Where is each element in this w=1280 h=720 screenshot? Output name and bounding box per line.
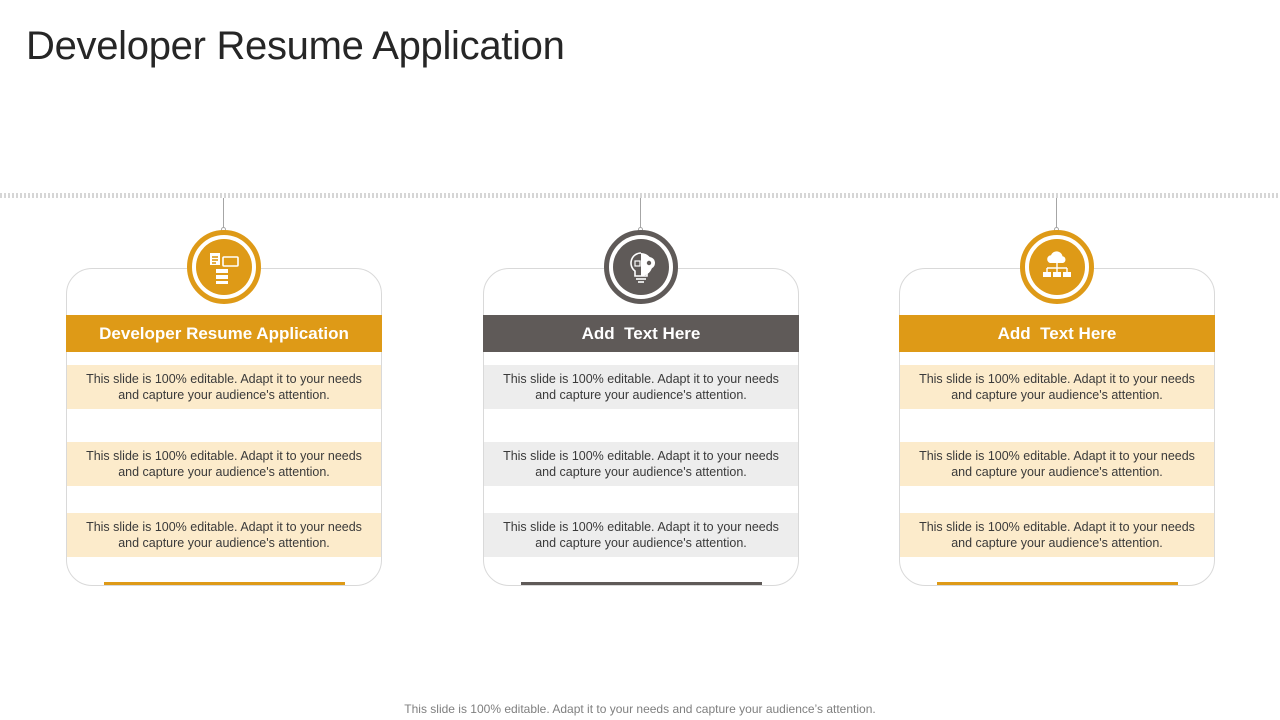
slide-title: Developer Resume Application <box>26 24 565 68</box>
icon-badge <box>1020 230 1094 304</box>
bottom-accent-bar <box>937 582 1178 585</box>
text-row: This slide is 100% editable. Adapt it to your needs and capture your audience's attention. <box>67 365 381 409</box>
bottom-accent-bar <box>521 582 762 585</box>
connector-line <box>640 198 641 229</box>
column-heading: Add Text Here <box>483 315 799 352</box>
column-2 <box>483 198 799 590</box>
text-row: This slide is 100% editable. Adapt it to your needs and capture your audience's attention. <box>900 513 1214 557</box>
connector-line <box>223 198 224 229</box>
resume-document-icon <box>196 239 252 295</box>
column-heading: Developer Resume Application <box>66 315 382 352</box>
text-row: This slide is 100% editable. Adapt it to your needs and capture your audience's attention. <box>484 442 798 486</box>
lightbulb-gear-icon <box>613 239 669 295</box>
text-row: This slide is 100% editable. Adapt it to your needs and capture your audience's attention. <box>67 513 381 557</box>
text-row: This slide is 100% editable. Adapt it to your needs and capture your audience's attention. <box>900 365 1214 409</box>
text-row: This slide is 100% editable. Adapt it to your needs and capture your audience's attention. <box>67 442 381 486</box>
text-row: This slide is 100% editable. Adapt it to your needs and capture your audience's attention. <box>484 513 798 557</box>
icon-badge <box>187 230 261 304</box>
bottom-accent-bar <box>104 582 345 585</box>
icon-badge <box>604 230 678 304</box>
column-heading: Add Text Here <box>899 315 1215 352</box>
footer-note: This slide is 100% editable. Adapt it to your needs and capture your audience’s attention. <box>404 702 876 716</box>
column-1 <box>66 198 382 590</box>
column-3 <box>899 198 1215 590</box>
text-row: This slide is 100% editable. Adapt it to your needs and capture your audience's attention. <box>900 442 1214 486</box>
connector-line <box>1056 198 1057 229</box>
text-row: This slide is 100% editable. Adapt it to your needs and capture your audience's attention. <box>484 365 798 409</box>
cloud-network-icon <box>1029 239 1085 295</box>
